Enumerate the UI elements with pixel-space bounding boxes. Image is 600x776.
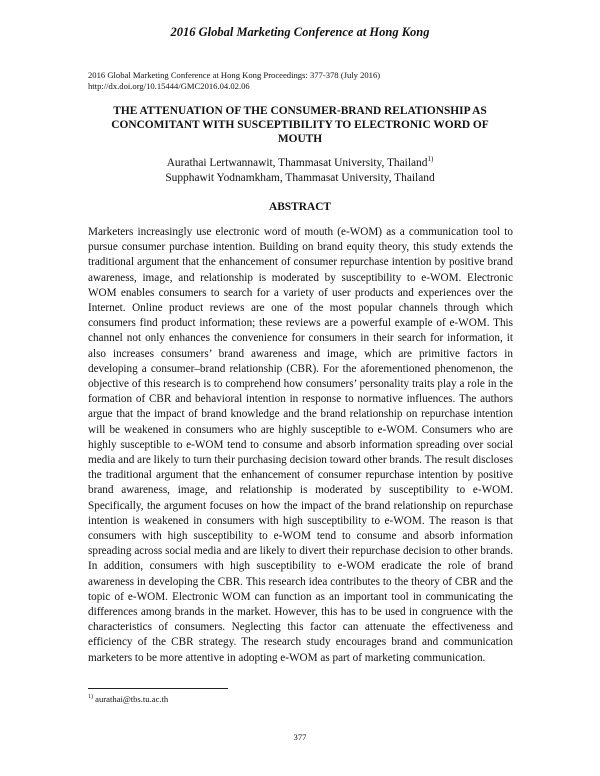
proceedings-info <box>88 70 528 92</box>
abstract-body: Marketers increasingly use electronic word of mouth (e-WOM) as a communication tool to pursue consumer purchase intention. Building on brand equity theory, this study extends the traditional argument that the enhancement of consumer repurchase intention by positive brand awareness, image, and relationship is moderated by susceptibility to e-WOM. Electronic WOM enables consumers to search for a variety of user products and experiences over the Internet. Online product reviews are one of the most popular channels through which consumers find product information; these reviews are a powerful example of e-WOM. This channel not only enhances the convenience for consumers in their search for information, it also increases consumers’ brand awareness and image, which are primitive factors in developing a consumer–brand relationship (CBR). For the aforementioned phenomenon, the objective of this research is to comprehend how consumers’ personality traits play a role in the formation of CBR and behavioral intention in response to normative influences. The authors argue that the impact of brand knowledge and the brand relationship on repurchase intention will be weakened in consumers who are highly susceptible to e-WOM. Consumers who are highly susceptible to e-WOM tend to consume and absorb information spreading over social media and are likely to turn their purchasing decision toward other brands. The result discloses the traditional argument that the enhancement of consumer repurchase intention by positive brand awareness, image, and relationship is moderated by susceptibility to e-WOM. Specifically, the argument focuses on how the impact of the brand relationship on repurchase intention is weakened in consumers with high susceptibility to e-WOM. The reason is that consumers with high susceptibility to e-WOM tend to consume and absorb information spreading across social media and are likely to divert their repurchase decision to other brands. In addition, consumers with high susceptibility to e-WOM eradicate the role of brand awareness in developing the CBR. This research idea contributes to the theory of CBR and the topic of e-WOM. Electronic WOM can function as an important tool in communicating the differences among brands in the market. However, this has to be used in congruence with the characteristics of consumers. Neglecting this factor can attenuate the effectiveness and efficiency of the CBR strategy. The research study encourages brand and communication marketers to be more attentive in adopting e-WOM as part of marketing communication. <box>88 226 513 664</box>
footnote-divider <box>88 688 228 689</box>
author-name-affiliation: Aurathai Lertwannawit, Thammasat University, Thailand <box>166 157 428 169</box>
footnote-marker: 1) <box>427 155 434 163</box>
author-line <box>90 171 510 186</box>
abstract-heading: ABSTRACT <box>268 201 332 213</box>
footnote-marker: 1) <box>88 694 93 700</box>
footnote <box>88 694 388 704</box>
doi-link[interactable]: http://dx.doi.org/10.15444/GMC2016.04.02.06 <box>88 81 250 91</box>
author-name-affiliation: Supphawit Yodnamkham, Thammasat University, Thailand <box>165 172 435 184</box>
footnote-email: aurathai@tbs.tu.ac.th <box>95 694 169 704</box>
author-line <box>90 156 510 171</box>
conference-running-header: 2016 Global Marketing Conference at Hong Kong <box>170 25 430 39</box>
proceedings-citation: 2016 Global Marketing Conference at Hong Kong Proceedings: 377-378 (July 2016) <box>88 70 381 80</box>
paper-title: THE ATTENUATION OF THE CONSUMER-BRAND RELATIONSHIP AS CONCOMITANT WITH SUSCEPTIBILITY TO ELECTRONIC WORD OF MOUTH <box>111 105 489 145</box>
author-list <box>90 156 510 186</box>
page-number: 377 <box>293 732 307 742</box>
